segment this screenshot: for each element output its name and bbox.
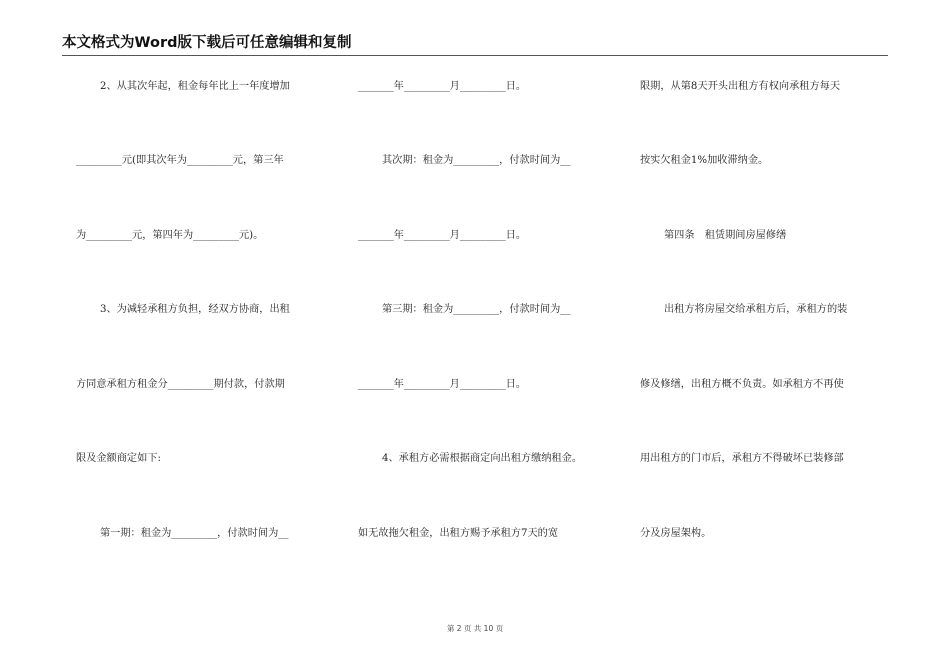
text-line: 限期，从第8天开头出租方有权向承租方每天 (640, 81, 841, 92)
text-line: 2、从其次年起，租金每年比上一年度增加 (100, 81, 290, 92)
text-line: 第一期：租金为_________，付款时间为__ (100, 528, 289, 539)
text-line: _______年_________月_________日。 (358, 230, 527, 241)
text-line: 用出租方的门市后，承租方不得破坏已装修部 (640, 453, 844, 464)
text-line: 如无故拖欠租金，出租方赐予承租方7天的宽 (358, 528, 559, 539)
text-line: 限及金额商定如下: (76, 453, 161, 464)
header-title: 本文格式为Word版下载后可任意编辑和复制 (62, 35, 352, 51)
text-line: 按实欠租金1%加收滞纳金。 (640, 155, 769, 166)
text-line: _______年_________月_________日。 (358, 379, 527, 390)
text-line: 修及修缮，出租方概不负责。如承租方不再使 (640, 379, 844, 390)
text-line: 为_________元，第四年为_________元)。 (76, 230, 264, 241)
text-line: 出租方将房屋交给承租方后，承租方的装 (664, 304, 848, 315)
text-line: _______年_________月_________日。 (358, 81, 527, 92)
section-heading: 第四条 租赁期间房屋修缮 (664, 230, 787, 241)
text-line: 方同意承租方租金分_________期付款，付款期 (76, 379, 285, 390)
text-line: 4、承租方必需根据商定向出租方缴纳租金。 (382, 453, 583, 464)
page-number: 第 2 页 共 10 页 (446, 624, 504, 633)
text-line: 分及房屋架构。 (640, 528, 712, 539)
document-header (62, 33, 888, 56)
text-line: 第三期：租金为_________，付款时间为__ (382, 304, 571, 315)
text-line: _________元(即其次年为_________元，第三年 (76, 155, 284, 166)
text-line: 其次期：租金为_________，付款时间为__ (382, 155, 571, 166)
text-line: 3、为减轻承租方负担，经双方协商，出租 (100, 304, 290, 315)
